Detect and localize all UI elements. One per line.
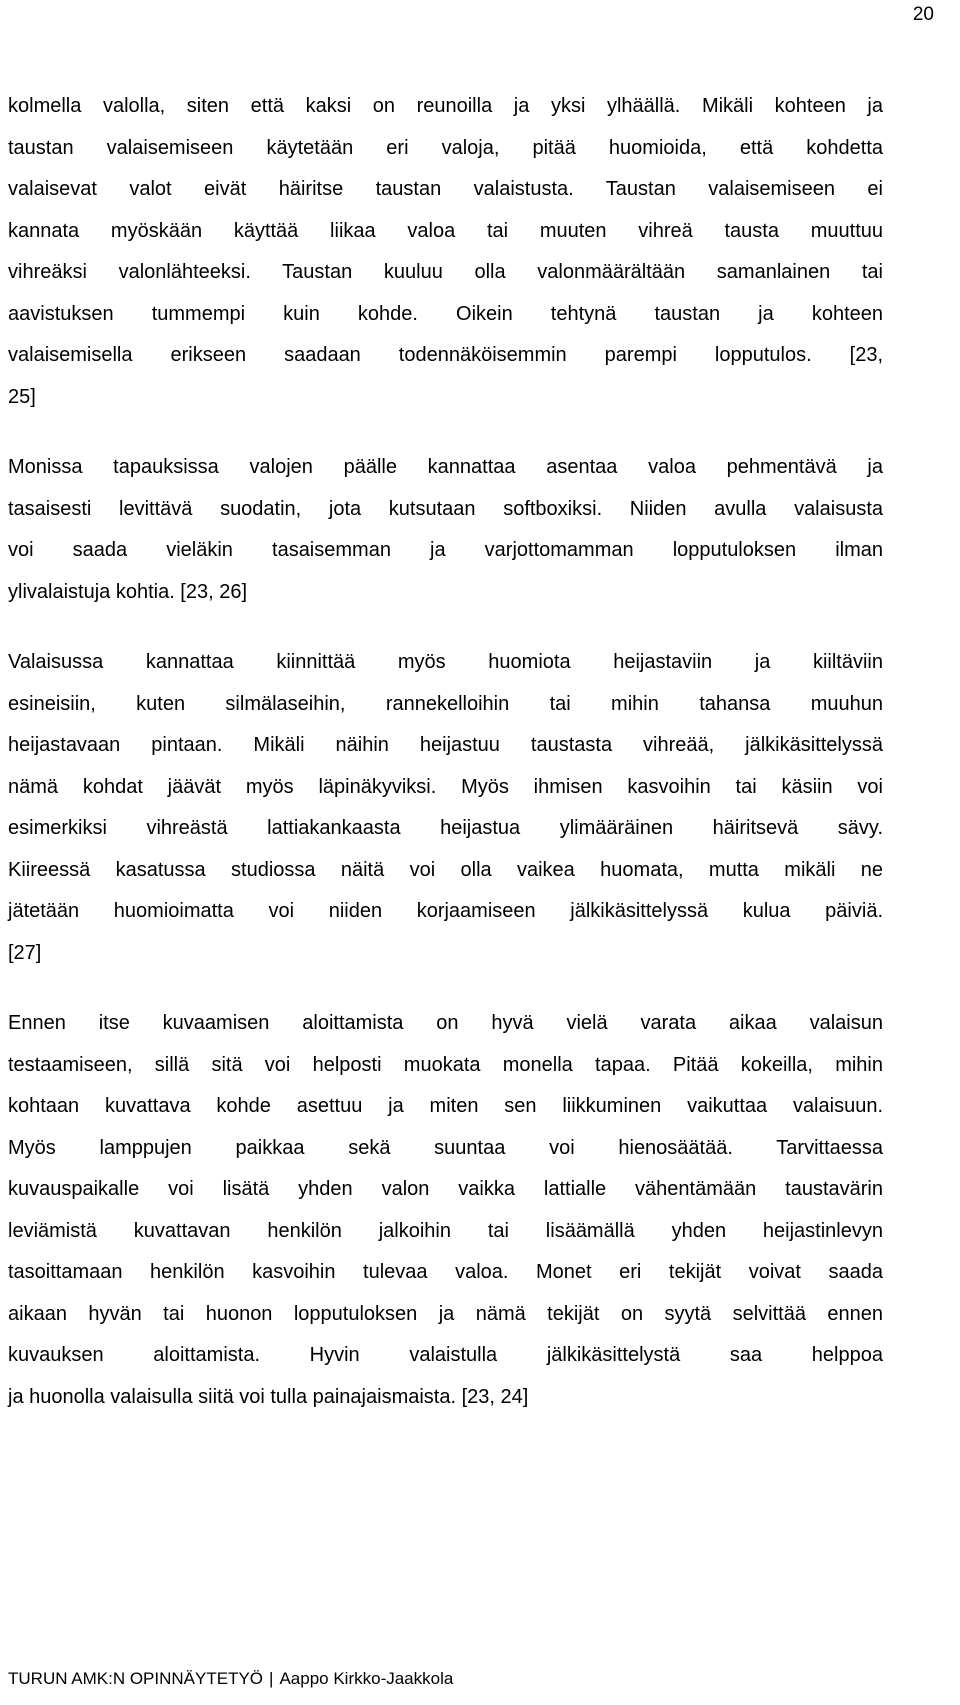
text-line: tasaisesti levittävä suodatin, jota kutsutaan softboxiksi. Niiden avulla valaisusta	[8, 497, 883, 520]
text-line: ja huonolla valaisulla siitä voi tulla painajaismaista. [23, 24]	[8, 1385, 529, 1408]
text-line: kohtaan kuvattava kohde asettuu ja miten sen liikkuminen vaikuttaa valaisuun.	[8, 1095, 883, 1117]
text-line: kolmella valolla, siten että kaksi on reunoilla ja yksi ylhäällä. Mikäli kohteen ja	[8, 95, 883, 117]
text-line: voi saada vieläkin tasaisemman ja varjottomamman lopputuloksen ilman	[8, 539, 883, 561]
text-line: kuvauspaikalle voi lisätä yhden valon vaikka lattialle vähentämään taustavärin	[8, 1178, 883, 1200]
text-line: esineisiin, kuten silmälaseihin, rannekelloihin tai mihin tahansa muuhun	[8, 692, 883, 715]
body-text	[8, 86, 883, 1418]
text-line: kannata myöskään käyttää liikaa valoa tai muuten vihreä tausta muuttuu	[8, 219, 883, 242]
paragraph	[8, 642, 883, 974]
page-number: 20	[912, 4, 934, 25]
paragraph	[8, 86, 883, 418]
text-line: valaisevat valot eivät häiritse taustan valaistusta. Taustan valaisemiseen ei	[8, 178, 883, 200]
text-line: taustan valaisemiseen käytetään eri valoja, pitää huomioida, että kohdetta	[8, 136, 883, 159]
text-line: esimerkiksi vihreästä lattiakankaasta heijastua ylimääräinen häiritsevä sävy.	[8, 817, 883, 839]
text-line: leviämistä kuvattavan henkilön jalkoihin tai lisäämällä yhden heijastinlevyn	[8, 1219, 883, 1242]
paragraph	[8, 1003, 883, 1418]
text-line: Myös lamppujen paikkaa sekä suuntaa voi hienosäätää. Tarvittaessa	[8, 1136, 883, 1159]
text-line: Kiireessä kasatussa studiossa näitä voi olla vaikea huomata, mutta mikäli ne	[8, 858, 883, 881]
footer-institution: TURUN AMK:N OPINNÄYTETYÖ	[8, 1669, 264, 1688]
text-line: Valaisussa kannattaa kiinnittää myös huomiota heijastaviin ja kiiltäviin	[8, 651, 883, 673]
footer-separator: |	[269, 1669, 274, 1688]
text-line: aikaan hyvän tai huonon lopputuloksen ja nämä tekijät on syytä selvittää ennen	[8, 1302, 883, 1325]
text-line: [27]	[8, 941, 42, 964]
text-line: ylivalaistuja kohtia. [23, 26]	[8, 580, 248, 603]
text-line: heijastavaan pintaan. Mikäli näihin heijastuu taustasta vihreää, jälkikäsittelyssä	[8, 734, 883, 756]
page-footer	[8, 1668, 453, 1690]
text-line: valaisemisella erikseen saadaan todennäköisemmin parempi lopputulos. [23,	[8, 344, 883, 366]
text-line: vihreäksi valonlähteeksi. Taustan kuuluu olla valonmäärältään samanlainen tai	[8, 261, 883, 283]
paragraph	[8, 447, 883, 613]
text-line: Ennen itse kuvaamisen aloittamista on hyvä vielä varata aikaa valaisun	[8, 1012, 883, 1034]
text-line: tasoittamaan henkilön kasvoihin tulevaa valoa. Monet eri tekijät voivat saada	[8, 1261, 883, 1283]
text-line: kuvauksen aloittamista. Hyvin valaistulla jälkikäsittelystä saa helppoa	[8, 1344, 883, 1366]
footer-author: Aappo Kirkko-Jaakkola	[279, 1669, 454, 1688]
text-line: jätetään huomioimatta voi niiden korjaamiseen jälkikäsittelyssä kulua päiviä.	[8, 900, 883, 922]
text-line: Monissa tapauksissa valojen päälle kannattaa asentaa valoa pehmentävä ja	[8, 456, 883, 478]
text-line: aavistuksen tummempi kuin kohde. Oikein tehtynä taustan ja kohteen	[8, 302, 883, 325]
text-line: 25]	[8, 385, 36, 408]
text-line: testaamiseen, sillä sitä voi helposti muokata monella tapaa. Pitää kokeilla, mihin	[8, 1053, 883, 1076]
text-line: nämä kohdat jäävät myös läpinäkyviksi. Myös ihmisen kasvoihin tai käsiin voi	[8, 775, 883, 798]
